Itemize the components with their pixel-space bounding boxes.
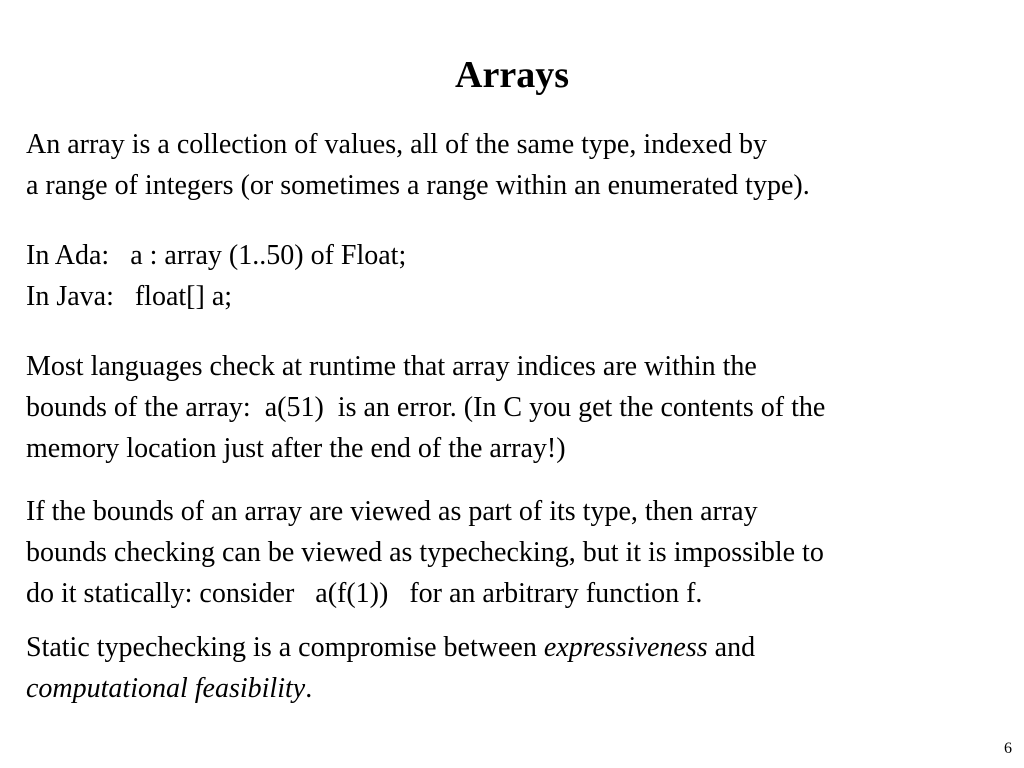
text-after-emphasis: . xyxy=(305,673,313,704)
paragraph-line: bounds checking can be viewed as typechecking, but it is impossible to xyxy=(26,537,824,568)
ada-example-line: In Ada: a : array (1..50) of Float; xyxy=(26,240,407,271)
paragraph-line: do it statically: consider a(f(1)) for an arbitrary function f. xyxy=(26,578,703,609)
paragraph-line: Most languages check at runtime that array indices are within the xyxy=(26,351,757,382)
paragraph-line xyxy=(26,668,1006,709)
paragraph-bounds-typechecking xyxy=(26,491,1006,614)
emphasis-expressiveness: expressiveness xyxy=(543,632,708,663)
paragraph-line: If the bounds of an array are viewed as part of its type, then array xyxy=(26,496,758,527)
paragraph-line: bounds of the array: a(51) is an error. (In C you get the contents of the xyxy=(26,392,826,423)
paragraph-array-definition xyxy=(26,124,1006,206)
paragraph-line: An array is a collection of values, all of the same type, indexed by xyxy=(26,129,767,160)
paragraph-line: memory location just after the end of the array!) xyxy=(26,433,566,464)
text-before-emphasis: Static typechecking is a compromise between xyxy=(26,632,544,663)
paragraph-line: a range of integers (or sometimes a range within an enumerated type). xyxy=(26,170,810,201)
slide-title: Arrays xyxy=(455,54,569,96)
paragraph-line xyxy=(26,627,1006,668)
java-example-line: In Java: float[] a; xyxy=(26,281,233,312)
page-number: 6 xyxy=(1004,740,1012,757)
paragraph-runtime-check xyxy=(26,346,1006,469)
emphasis-computational-feasibility: computational feasibility xyxy=(26,673,306,704)
paragraph-code-examples xyxy=(26,235,1006,317)
text-between-emphasis: and xyxy=(707,632,756,663)
paragraph-static-typechecking xyxy=(26,627,1006,709)
